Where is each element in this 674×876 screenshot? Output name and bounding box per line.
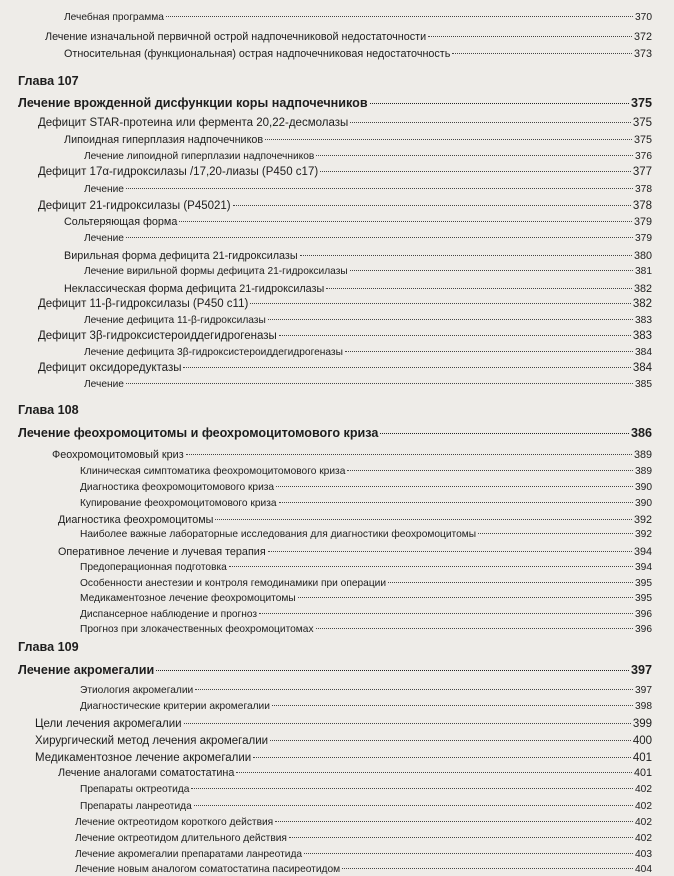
entry-title: Лечение феохромоцитомы и феохромоцитомового криза	[18, 426, 379, 440]
entry-title: Цели лечения акромегалии	[35, 718, 182, 730]
page-number: 384	[632, 362, 652, 374]
entry-title: Дефицит 17α-гидроксилазы /17,20-лиазы (Р450 с17)	[38, 166, 319, 178]
page-number: 390	[635, 482, 652, 493]
page-number: 402	[635, 784, 652, 795]
entry-title: Неклассическая форма дефицита 21-гидроксилазы	[64, 283, 325, 295]
dot-leader	[298, 597, 633, 598]
dot-leader	[179, 221, 632, 222]
page-number: 372	[633, 31, 652, 43]
entry-title: Купирование феохромоцитомового криза	[80, 498, 277, 509]
page-number: 375	[633, 134, 652, 146]
entry-title: Диагностические критерии акромегалии	[80, 701, 270, 712]
page-number: 402	[635, 833, 652, 844]
entry-title: Лечение дефицита 11-β-гидроксилазы	[84, 315, 266, 326]
entry-title: Хирургический метод лечения акромегалии	[35, 735, 269, 747]
page-number: 402	[635, 801, 652, 812]
dot-leader	[347, 470, 633, 471]
toc-entry	[80, 498, 652, 509]
entry-title: Дефицит 21-гидроксилазы (Р45021)	[38, 200, 231, 212]
page-number: 385	[635, 379, 652, 390]
entry-title: Лечение октреотидом короткого действия	[75, 817, 274, 828]
entry-title: Феохромоцитомовый криз	[52, 449, 184, 461]
chapter-heading: Глава 108	[18, 403, 79, 417]
entry-title: Предоперационная подготовка	[80, 562, 227, 573]
toc-entry	[64, 250, 652, 262]
page-number: 383	[635, 315, 652, 326]
chapter-heading: Глава 109	[18, 640, 79, 654]
dot-leader	[126, 237, 633, 238]
dot-leader	[316, 155, 633, 156]
entry-title: Лечение врожденной дисфункции коры надпочечников	[18, 96, 368, 110]
entry-title: Клиническая симптоматика феохромоцитомового криза	[80, 466, 346, 477]
dot-leader	[279, 335, 631, 336]
page-number: 395	[635, 593, 652, 604]
page-number: 394	[633, 546, 652, 558]
page-number: 373	[633, 48, 652, 60]
page-number: 383	[632, 330, 652, 342]
toc-entry	[80, 466, 652, 477]
dot-leader	[350, 270, 633, 271]
toc-entry	[84, 347, 652, 358]
dot-leader	[191, 788, 633, 789]
page-number: 401	[633, 767, 652, 779]
entry-title: Лечение новым аналогом соматостатина пасиреотидом	[75, 864, 341, 875]
page-number: 392	[635, 529, 652, 540]
entry-title: Медикаментозное лечение феохромоцитомы	[80, 593, 296, 604]
toc-entry	[84, 151, 652, 162]
toc-entry	[45, 31, 652, 43]
toc-entry	[80, 482, 652, 493]
dot-leader	[304, 853, 633, 854]
entry-title: Вирильная форма дефицита 21-гидроксилазы	[64, 250, 298, 262]
page-number: 384	[635, 347, 652, 358]
chapter-title-entry	[18, 663, 652, 677]
dot-leader	[350, 122, 631, 123]
toc-entry	[80, 784, 652, 795]
entry-title: Прогноз при злокачественных феохромоцитомах	[80, 624, 314, 635]
dot-leader	[326, 288, 632, 289]
page-number: 395	[635, 578, 652, 589]
dot-leader	[370, 103, 629, 104]
page-number: 386	[630, 426, 652, 440]
page-number: 396	[635, 609, 652, 620]
entry-title: Диагностика феохромоцитомового криза	[80, 482, 275, 493]
dot-leader	[265, 139, 632, 140]
dot-leader	[276, 486, 633, 487]
toc-entry	[64, 48, 652, 60]
toc-entry	[75, 817, 652, 828]
page-number: 378	[632, 200, 652, 212]
dot-leader	[195, 689, 633, 690]
dot-leader	[253, 757, 631, 758]
dot-leader	[259, 613, 633, 614]
page-number: 402	[635, 817, 652, 828]
toc-entry	[75, 833, 652, 844]
page-number: 397	[630, 663, 652, 677]
chapter-title-entry	[18, 96, 652, 110]
entry-title: Лечение октреотидом длительного действия	[75, 833, 287, 844]
toc-entry	[84, 315, 652, 326]
dot-leader	[388, 582, 633, 583]
entry-title: Лечение дефицита 3β-гидроксистероиддегидрогеназы	[84, 347, 343, 358]
dot-leader	[233, 205, 631, 206]
page-number: 399	[632, 718, 652, 730]
dot-leader	[236, 772, 632, 773]
entry-title: Медикаментозное лечение акромегалии	[35, 752, 252, 764]
entry-title: Препараты октреотида	[80, 784, 190, 795]
toc-entry	[64, 283, 652, 295]
page-number: 376	[635, 151, 652, 162]
toc-entry	[84, 266, 652, 277]
toc-entry	[80, 562, 652, 573]
page-number: 375	[632, 117, 652, 129]
entry-title: Дефицит оксидоредуктазы	[38, 362, 182, 374]
toc-entry	[80, 578, 652, 589]
toc-entry	[38, 298, 652, 310]
dot-leader	[289, 837, 633, 838]
page-number: 397	[635, 685, 652, 696]
entry-title: Оперативное лечение и лучевая терапия	[58, 546, 266, 558]
page-number: 382	[633, 283, 652, 295]
toc-entry	[38, 330, 652, 342]
page-number: 379	[635, 233, 652, 244]
dot-leader	[300, 255, 632, 256]
toc-entry	[80, 624, 652, 635]
chapter-heading: Глава 107	[18, 74, 79, 88]
page-number: 378	[635, 184, 652, 195]
dot-leader	[316, 628, 633, 629]
toc-entry	[80, 529, 652, 540]
toc-entry	[64, 12, 652, 23]
page-number: 403	[635, 849, 652, 860]
page-number: 379	[633, 216, 652, 228]
dot-leader	[380, 433, 629, 434]
dot-leader	[215, 519, 632, 520]
page-number: 380	[633, 250, 652, 262]
entry-title: Лечение акромегалии препаратами ланреотида	[75, 849, 303, 860]
toc-entry	[58, 514, 652, 526]
toc-entry	[35, 752, 652, 764]
entry-title: Дефицит 3β-гидроксистероиддегидрогеназы	[38, 330, 277, 342]
page-number: 404	[635, 864, 652, 875]
dot-leader	[250, 303, 630, 304]
dot-leader	[478, 533, 633, 534]
toc-entry	[64, 134, 652, 146]
page-number: 394	[635, 562, 652, 573]
dot-leader	[184, 723, 631, 724]
dot-leader	[270, 740, 631, 741]
dot-leader	[166, 16, 633, 17]
dot-leader	[229, 566, 633, 567]
page-number: 370	[635, 12, 652, 23]
page-number: 381	[635, 266, 652, 277]
dot-leader	[275, 821, 633, 822]
toc-entry	[84, 233, 652, 244]
entry-title: Лечение акромегалии	[18, 663, 155, 677]
dot-leader	[342, 868, 633, 869]
entry-title: Наиболее важные лабораторные исследования для диагностики феохромоцитомы	[80, 529, 477, 540]
toc-entry	[58, 546, 652, 558]
page-number: 390	[635, 498, 652, 509]
toc-entry	[35, 735, 652, 747]
entry-title: Лечение	[84, 233, 124, 244]
toc-entry	[84, 379, 652, 390]
toc-entry	[35, 718, 652, 730]
page-number: 382	[632, 298, 652, 310]
entry-title: Особенности анестезии и контроля гемодинамики при операции	[80, 578, 387, 589]
page-number: 392	[633, 514, 652, 526]
dot-leader	[186, 454, 632, 455]
page-number: 396	[635, 624, 652, 635]
toc-entry	[64, 216, 652, 228]
page-number: 377	[632, 166, 652, 178]
entry-title: Дефицит 11-β-гидроксилазы (Р450 с11)	[38, 298, 249, 310]
dot-leader	[268, 551, 632, 552]
toc-entry	[38, 166, 652, 178]
entry-title: Лечение изначальной первичной острой надпочечниковой недостаточности	[45, 31, 427, 43]
page-number: 401	[632, 752, 652, 764]
dot-leader	[126, 188, 633, 189]
toc-entry	[84, 184, 652, 195]
entry-title: Препараты ланреотида	[80, 801, 192, 812]
entry-title: Сольтеряющая форма	[64, 216, 178, 228]
toc-entry	[38, 200, 652, 212]
entry-title: Лечение	[84, 184, 124, 195]
entry-title: Липоидная гиперплазия надпочечников	[64, 134, 264, 146]
toc-entry	[80, 609, 652, 620]
page-number: 400	[632, 735, 652, 747]
toc-entry	[58, 767, 652, 779]
entry-title: Лечебная программа	[64, 12, 164, 23]
dot-leader	[279, 502, 633, 503]
dot-leader	[268, 319, 633, 320]
page-number: 389	[635, 466, 652, 477]
toc-entry	[80, 685, 652, 696]
toc-entry	[75, 864, 652, 875]
entry-title: Лечение	[84, 379, 124, 390]
dot-leader	[452, 53, 632, 54]
entry-title: Диагностика феохромоцитомы	[58, 514, 214, 526]
entry-title: Лечение вирильной формы дефицита 21-гидроксилазы	[84, 266, 348, 277]
dot-leader	[183, 367, 630, 368]
entry-title: Дефицит STAR-протеина или фермента 20,22-десмолазы	[38, 117, 349, 129]
entry-title: Этиология акромегалии	[80, 685, 194, 696]
toc-entry	[75, 849, 652, 860]
toc-entry	[38, 362, 652, 374]
chapter-title-entry	[18, 426, 652, 440]
page-number: 389	[633, 449, 652, 461]
toc-entry	[52, 449, 652, 461]
dot-leader	[126, 383, 633, 384]
entry-title: Лечение аналогами соматостатина	[58, 767, 235, 779]
entry-title: Диспансерное наблюдение и прогноз	[80, 609, 258, 620]
page-number: 398	[635, 701, 652, 712]
dot-leader	[428, 36, 632, 37]
dot-leader	[194, 805, 633, 806]
toc-entry	[80, 801, 652, 812]
entry-title: Относительная (функциональная) острая надпочечниковая недостаточность	[64, 48, 451, 60]
dot-leader	[345, 351, 633, 352]
dot-leader	[320, 171, 631, 172]
dot-leader	[156, 670, 629, 671]
entry-title: Лечение липоидной гиперплазии надпочечников	[84, 151, 315, 162]
toc-entry	[80, 701, 652, 712]
dot-leader	[272, 705, 633, 706]
page-number: 375	[630, 96, 652, 110]
toc-entry	[38, 117, 652, 129]
toc-entry	[80, 593, 652, 604]
